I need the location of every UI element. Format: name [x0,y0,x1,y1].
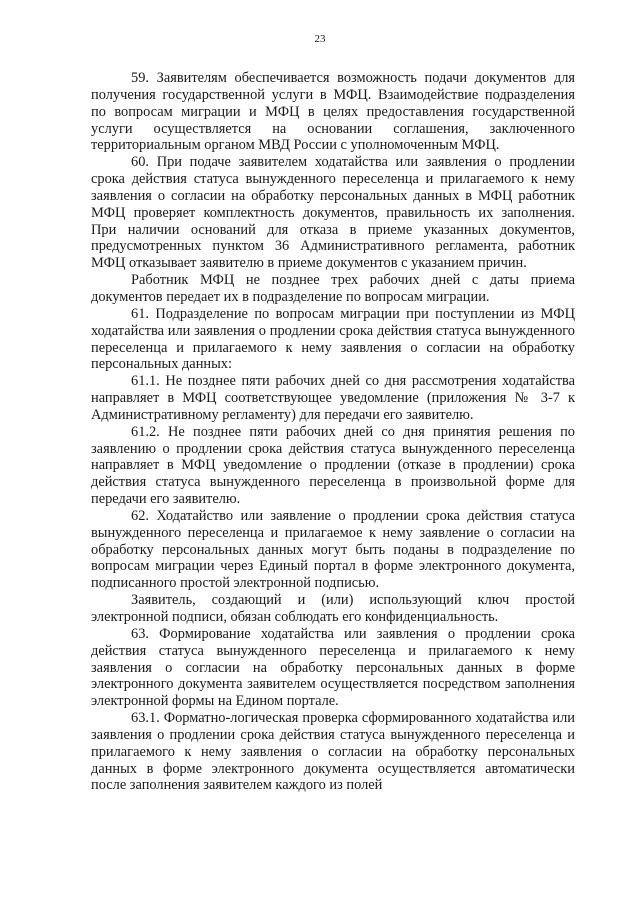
paragraph-61: 61. Подразделение по вопросам миграции при поступлении из МФЦ ходатайства или заявления о продлении срока действия статуса вынужденного переселенца и прилагаемого к нему заявления о согласии на обработку персональных данных: [91,305,575,373]
paragraph-59: 59. Заявителям обеспечивается возможность подачи документов для получения государственной услуги в МФЦ. Взаимодействие подразделения по вопросам миграции и МФЦ в целях предоставления государственной услуги осуществляется на основании соглашения, заключенного территориальным органом МВД России с уполномоченным МФЦ. [91,70,575,154]
paragraph-61-2: 61.2. Не позднее пяти рабочих дней со дня принятия решения по заявлению о продлении срока действия статуса вынужденного переселенца направляет в МФЦ уведомление о продлении (отказе в продлении) срока действия статуса вынужденного переселенца в произвольной форме для передачи его заявителю. [91,423,575,508]
paragraph-63-1: 63.1. Форматно-логическая проверка сформированного ходатайства или заявления о продлении срока действия статуса вынужденного переселенца и прилагаемого к нему заявления о согласии на обработку персональных данных в форме электронного документа осуществляется автоматически после заполнения заявителем каждого из полей [91,710,575,794]
document-body [91,70,575,794]
paragraph-60: 60. При подаче заявителем ходатайства или заявления о продлении срока действия статуса вынужденного переселенца и прилагаемого к нему заявления о согласии на обработку персональных данных в МФЦ работник МФЦ проверяет комплектность документов, правильность их заполнения. При наличии оснований для отказа в приеме указанных документов, предусмотренных пунктом 36 Административного регламента, работник МФЦ отказывает заявителю в приеме документов с указанием причин. [91,154,575,272]
paragraph-62: 62. Ходатайство или заявление о продлении срока действия статуса вынужденного переселенца и прилагаемое к нему заявление о согласии на обработку персональных данных могут быть поданы в подразделение по вопросам миграции через Единый портал в форме электронного документа, подписанного простой электронной подписью. [91,507,575,592]
paragraph-60-continuation: Работник МФЦ не позднее трех рабочих дней с даты приема документов передает их в подразделение по вопросам миграции. [91,272,575,305]
page-number: 23 [314,33,326,45]
paragraph-61-1: 61.1. Не позднее пяти рабочих дней со дня рассмотрения ходатайства направляет в МФЦ соответствующее уведомление (приложения № 3-7 к Административному регламенту) для передачи его заявителю. [91,373,575,423]
paragraph-62-continuation: Заявитель, создающий и (или) использующий ключ простой электронной подписи, обязан соблюдать его конфиденциальность. [91,592,575,625]
paragraph-63: 63. Формирование ходатайства или заявления о продлении срока действия статуса вынужденного переселенца и прилагаемого к нему заявления о согласии на обработку персональных данных в форме электронного документа заявителем осуществляется посредством заполнения электронной формы на Едином портале. [91,625,575,710]
